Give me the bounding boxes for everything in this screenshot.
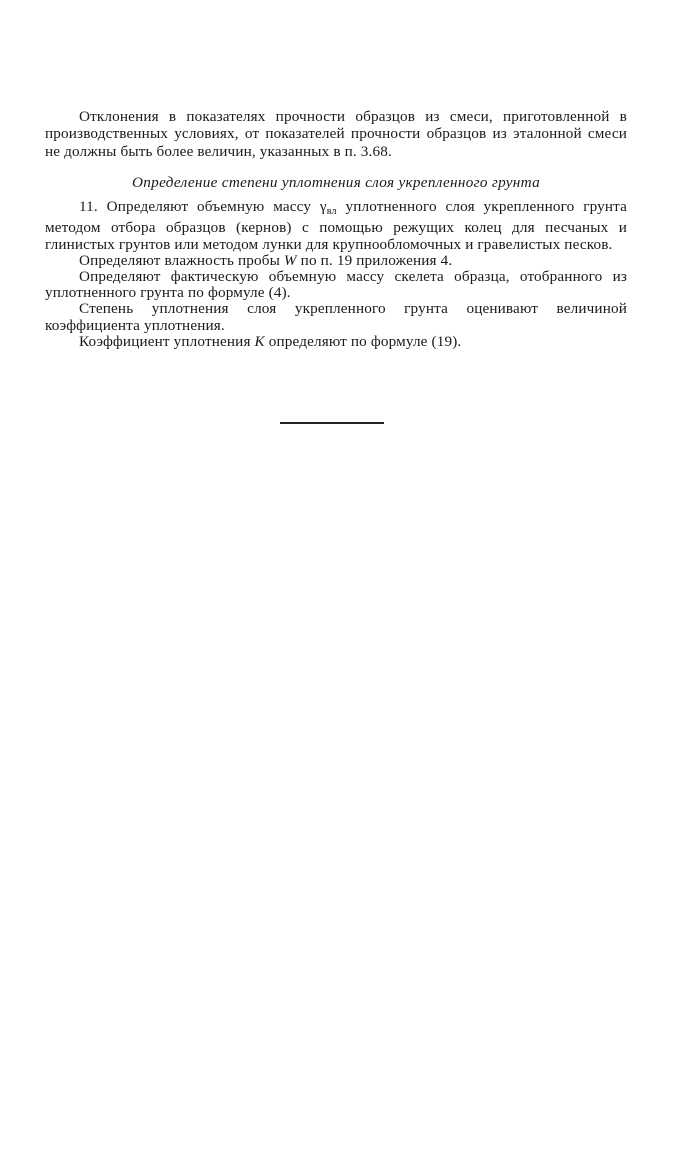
section-heading: Определение степени уплотнения слоя укрепленного грунта: [132, 174, 540, 192]
paragraph-deviations: Отклонения в показателях прочности образцов из смеси, приготовленной в производственных условиях, от показателей прочности образцов из эталонной смеси не должны быть более величин, указанных в п. 3.68.: [45, 108, 627, 160]
paragraph-moisture: [45, 253, 627, 269]
density-subscript: вл: [326, 206, 337, 218]
paragraph-11-rest: уплотненного слоя укрепленного грунта методом отбора образцов (кернов) с помощью режущих колец для песчаных и глинистых грунтов или методом лунки для крупнообломочных и гравелистых песков.: [45, 198, 628, 253]
section-end-divider: [280, 422, 384, 424]
paragraph-density: Определяют фактическую объемную массу скелета образца, отобранного из уплотненного грунта по формуле (4).: [45, 268, 627, 302]
moisture-text-start: Определяют влажность пробы: [79, 251, 284, 269]
paragraph-11-start: 11. Определяют объемную массу γ: [79, 198, 327, 216]
paragraph-coefficient: [45, 334, 627, 350]
paragraph-degree: Степень уплотнения слоя укрепленного грунта оценивают величиной коэффициента уплотнения.: [45, 300, 627, 334]
moisture-text-end: по п. 19 приложения 4.: [296, 251, 453, 269]
paragraph-11: [45, 199, 627, 253]
coefficient-text-end: определяют по формуле (19).: [264, 332, 462, 350]
coefficient-symbol: K: [254, 332, 265, 350]
moisture-symbol: W: [283, 251, 297, 269]
document-page: [45, 108, 627, 350]
coefficient-text-start: Коэффициент уплотнения: [79, 332, 255, 350]
